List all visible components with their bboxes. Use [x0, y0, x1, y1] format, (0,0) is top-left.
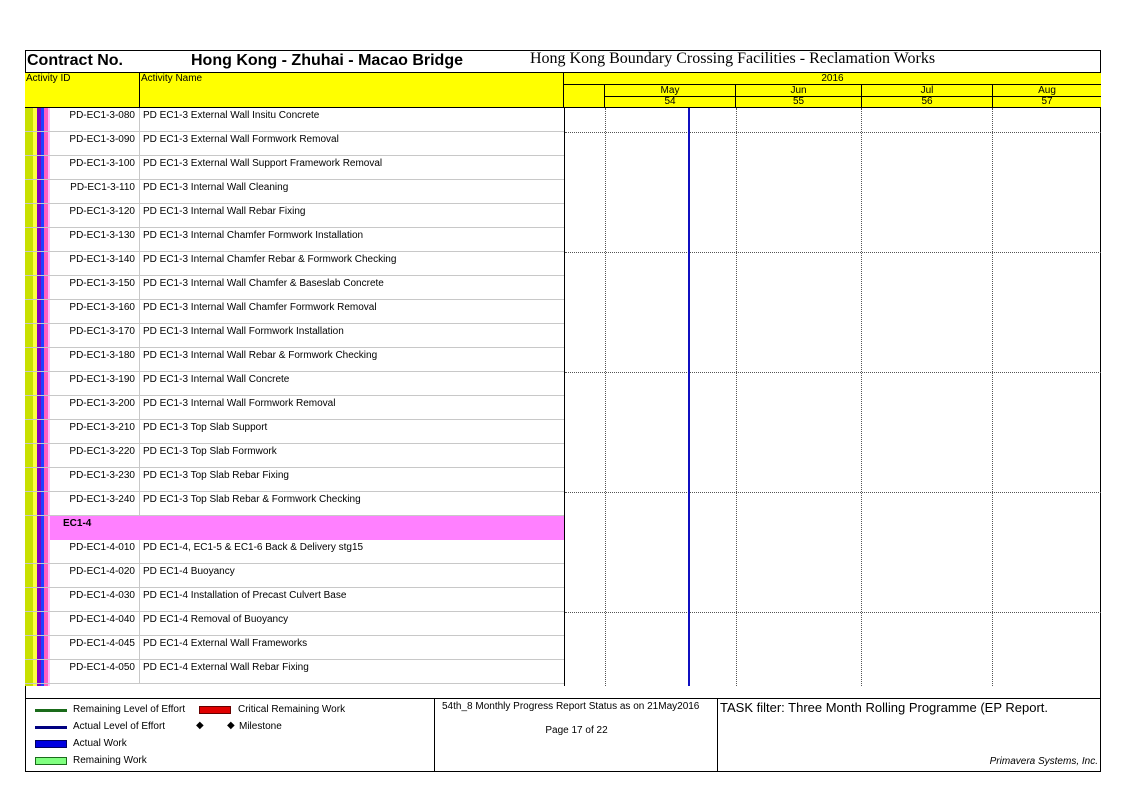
- activity-id: PD-EC1-3-080: [50, 108, 140, 132]
- timescale-week: 55: [735, 97, 861, 108]
- activity-id: PD-EC1-3-170: [50, 324, 140, 348]
- report-footer: [25, 698, 1101, 772]
- gantt-gridline: [565, 612, 1101, 613]
- actual-work-swatch: [35, 740, 67, 748]
- activity-id: PD-EC1-3-180: [50, 348, 140, 372]
- activity-name: PD EC1-4, EC1-5 & EC1-6 Back & Delivery stg15: [143, 542, 364, 553]
- wbs-group-row[interactable]: [50, 516, 564, 540]
- legend-actual-work: Actual Work: [73, 738, 127, 749]
- activity-id: PD-EC1-4-030: [50, 588, 140, 612]
- gantt-gridline: [861, 108, 862, 686]
- activity-name: PD EC1-3 Internal Wall Chamfer & Baseslab Concrete: [143, 278, 384, 289]
- table-row[interactable]: [25, 300, 564, 324]
- activity-name: PD EC1-3 Top Slab Rebar Fixing: [143, 470, 289, 481]
- table-row[interactable]: [25, 252, 564, 276]
- activity-id: PD-EC1-3-210: [50, 420, 140, 444]
- gantt-gridline: [992, 108, 993, 686]
- table-row[interactable]: [25, 156, 564, 180]
- activity-id: PD-EC1-4-050: [50, 660, 140, 684]
- table-row[interactable]: [25, 444, 564, 468]
- table-row[interactable]: [25, 108, 564, 132]
- page-number: Page 17 of 22: [545, 725, 608, 736]
- activity-name: PD EC1-3 Internal Wall Concrete: [143, 374, 290, 385]
- legend-actual-loe: Actual Level of Effort: [73, 721, 166, 732]
- activity-id: PD-EC1-3-130: [50, 228, 140, 252]
- gantt-gridline: [565, 132, 1101, 133]
- timescale-week: 56: [861, 97, 992, 108]
- actual-loe-swatch: [35, 726, 67, 729]
- timescale-month: Jun: [735, 85, 861, 97]
- activity-id: PD-EC1-3-220: [50, 444, 140, 468]
- table-row[interactable]: [25, 420, 564, 444]
- activity-name: PD EC1-3 Top Slab Formwork: [143, 446, 277, 457]
- table-row[interactable]: [25, 180, 564, 204]
- activity-id: PD-EC1-3-120: [50, 204, 140, 228]
- activity-name: PD EC1-3 Internal Chamfer Rebar & Formwork Checking: [143, 254, 397, 265]
- report-subtitle: Hong Kong Boundary Crossing Facilities - Reclamation Works: [530, 50, 936, 67]
- gantt-gridline: [565, 492, 1101, 493]
- activity-name: PD EC1-4 Installation of Precast Culvert Base: [143, 590, 347, 601]
- table-row[interactable]: [25, 228, 564, 252]
- table-row[interactable]: [25, 396, 564, 420]
- table-row[interactable]: [25, 612, 564, 636]
- table-row[interactable]: [25, 588, 564, 612]
- timescale-month: Aug: [992, 85, 1101, 97]
- timescale-week: 57: [992, 97, 1101, 108]
- activity-name: PD EC1-3 External Wall Support Framework Removal: [143, 158, 383, 169]
- title-row: [25, 50, 1101, 72]
- activity-id: PD-EC1-3-140: [50, 252, 140, 276]
- gantt-chart-area[interactable]: [564, 108, 1101, 686]
- table-row[interactable]: [25, 540, 564, 564]
- activity-id: PD-EC1-3-150: [50, 276, 140, 300]
- column-header-activity-id[interactable]: Activity ID: [25, 73, 140, 108]
- activity-id: PD-EC1-4-045: [50, 636, 140, 660]
- timescale-month: Jul: [861, 85, 992, 97]
- activity-name: PD EC1-3 External Wall Formwork Removal: [143, 134, 339, 145]
- data-date-line: [688, 108, 690, 686]
- column-header-activity-name[interactable]: Activity Name: [140, 73, 564, 108]
- gantt-gridline: [736, 108, 737, 686]
- remaining-work-swatch: [35, 757, 67, 765]
- timescale-week: 54: [604, 97, 735, 108]
- activity-name: PD EC1-4 External Wall Rebar Fixing: [143, 662, 309, 673]
- remaining-loe-swatch: [35, 709, 67, 712]
- report-status: 54th_8 Monthly Progress Report Status as on 21May2016: [442, 701, 700, 712]
- activity-id: PD-EC1-3-090: [50, 132, 140, 156]
- timescale-year: 2016: [564, 73, 1101, 85]
- filter-box: [717, 699, 1101, 772]
- wbs-group-label: EC1-4: [63, 518, 92, 529]
- activity-name: PD EC1-3 Internal Wall Formwork Installation: [143, 326, 344, 337]
- table-row[interactable]: [25, 492, 564, 516]
- activity-name: PD EC1-3 Internal Wall Rebar & Formwork Checking: [143, 350, 378, 361]
- table-row[interactable]: [25, 636, 564, 660]
- activity-id: PD-EC1-3-240: [50, 492, 140, 516]
- activity-id: PD-EC1-4-020: [50, 564, 140, 588]
- activity-id: PD-EC1-4-010: [50, 540, 140, 564]
- table-row[interactable]: [25, 372, 564, 396]
- status-box: [434, 699, 717, 772]
- activity-name: PD EC1-3 Internal Wall Cleaning: [143, 182, 289, 193]
- table-row[interactable]: [25, 132, 564, 156]
- activity-id: PD-EC1-3-190: [50, 372, 140, 396]
- legend-remaining-loe: Remaining Level of Effort: [73, 704, 186, 715]
- activity-name: PD EC1-4 Buoyancy: [143, 566, 235, 577]
- activity-id: PD-EC1-4-040: [50, 612, 140, 636]
- activity-id: PD-EC1-3-200: [50, 396, 140, 420]
- milestone-diamond-icon: ◆: [196, 720, 204, 731]
- table-row[interactable]: [25, 660, 564, 684]
- activity-name: PD EC1-4 External Wall Frameworks: [143, 638, 308, 649]
- contract-label: Contract No.: [27, 52, 123, 69]
- gantt-gridline: [605, 108, 606, 686]
- activity-name: PD EC1-3 Top Slab Support: [143, 422, 268, 433]
- table-row[interactable]: [25, 204, 564, 228]
- legend-critical-remaining: Critical Remaining Work: [238, 704, 346, 715]
- table-row[interactable]: [25, 564, 564, 588]
- activity-name: PD EC1-3 Internal Chamfer Formwork Installation: [143, 230, 364, 241]
- activity-name: PD EC1-3 Internal Wall Formwork Removal: [143, 398, 336, 409]
- activity-id: PD-EC1-3-160: [50, 300, 140, 324]
- timescale-month: May: [604, 85, 735, 97]
- milestone-diamond-icon: ◆: [227, 720, 235, 731]
- table-row[interactable]: [25, 324, 564, 348]
- table-row[interactable]: [25, 348, 564, 372]
- activity-name: PD EC1-4 Removal of Buoyancy: [143, 614, 289, 625]
- activity-id: PD-EC1-3-110: [50, 180, 140, 204]
- activity-name: PD EC1-3 Internal Wall Rebar Fixing: [143, 206, 306, 217]
- activity-name: PD EC1-3 External Wall Insitu Concrete: [143, 110, 320, 121]
- table-row[interactable]: [25, 276, 564, 300]
- vendor-credit: Primavera Systems, Inc.: [989, 756, 1098, 767]
- activity-id: PD-EC1-3-230: [50, 468, 140, 492]
- activity-name: PD EC1-3 Top Slab Rebar & Formwork Checking: [143, 494, 361, 505]
- gantt-gridline: [565, 372, 1101, 373]
- project-title: Hong Kong - Zhuhai - Macao Bridge: [191, 52, 463, 69]
- activity-id: PD-EC1-3-100: [50, 156, 140, 180]
- task-filter: TASK filter: Three Month Rolling Programme (EP Report.: [720, 700, 1049, 715]
- legend-remaining-work: Remaining Work: [73, 755, 147, 766]
- critical-remaining-swatch: [199, 706, 231, 714]
- gantt-gridline: [565, 252, 1101, 253]
- activity-name: PD EC1-3 Internal Wall Chamfer Formwork Removal: [143, 302, 377, 313]
- table-row[interactable]: [25, 468, 564, 492]
- table-header: [25, 72, 1101, 108]
- legend-milestone: Milestone: [239, 721, 282, 732]
